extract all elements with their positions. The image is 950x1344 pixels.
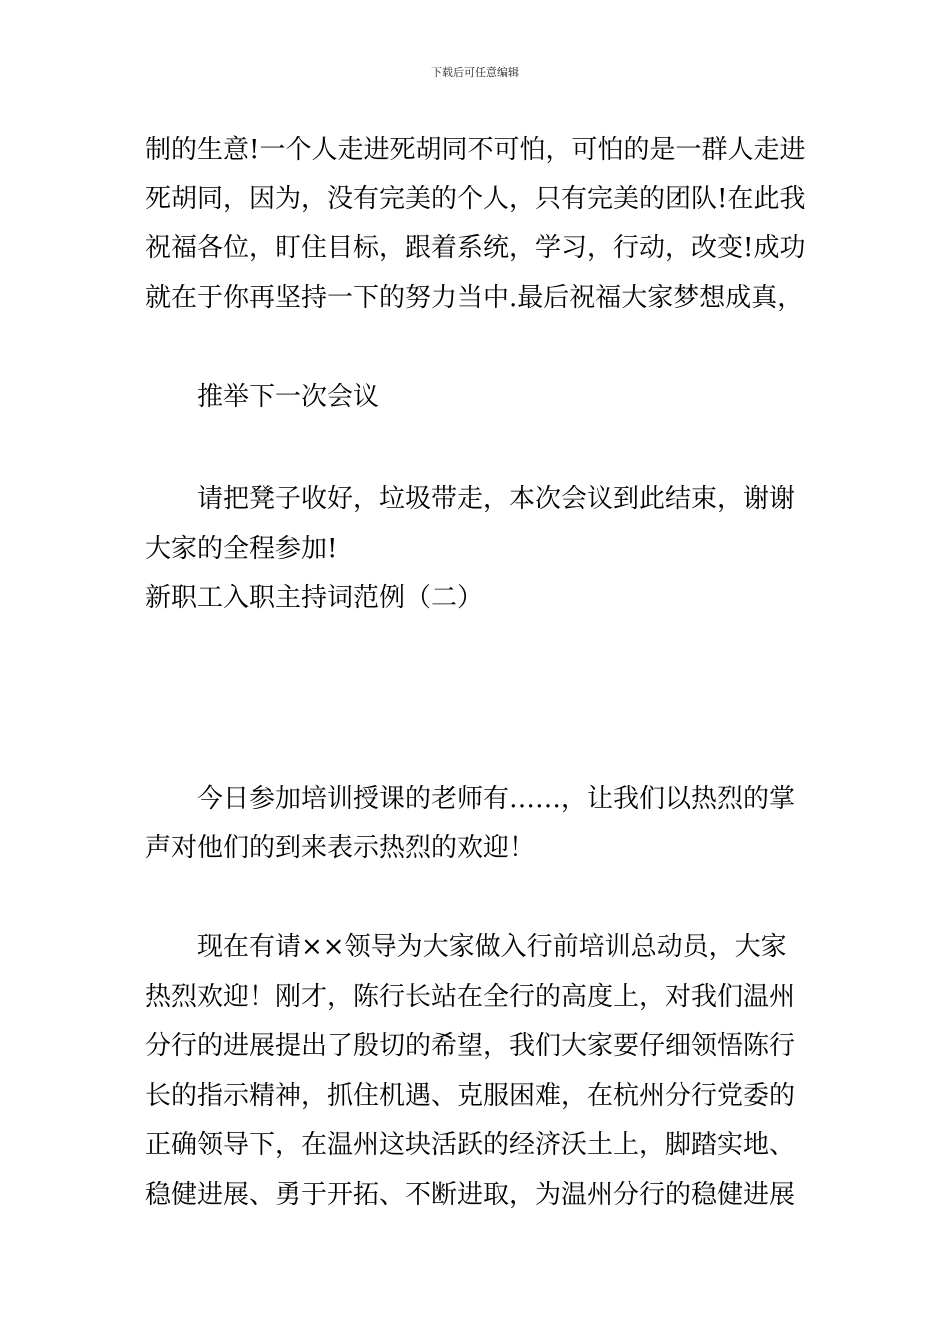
body-line: 祝福各位，盯住目标，跟着系统，学习，行动，改变!成功	[145, 233, 806, 263]
body-line: 分行的进展提出了殷切的希望，我们大家要仔细领悟陈行	[145, 1031, 796, 1061]
body-line: 稳健进展、勇于开拓、不断进取，为温州分行的稳健进展	[145, 1180, 796, 1210]
body-line: 长的指示精神，抓住机遇、克服困难，在杭州分行党委的	[145, 1081, 796, 1111]
body-line: 就在于你再坚持一下的努力当中.最后祝福大家梦想成真，	[145, 283, 804, 313]
body-line: 正确领导下，在温州这块活跃的经济沃土上，脚踏实地、	[145, 1130, 796, 1160]
paragraph-heading: 推举下一次会议	[197, 382, 380, 412]
body-line: 死胡同，因为，没有完美的个人，只有完美的团队!在此我	[145, 184, 806, 214]
body-line: 今日参加培训授课的老师有……，让我们以热烈的掌	[197, 784, 796, 814]
page-header: 下载后可任意编辑	[431, 66, 519, 79]
body-line: 请把凳子收好，垃圾带走，本次会议到此结束，谢谢	[197, 484, 796, 514]
body-line: 现在有请××领导为大家做入行前培训总动员，大家	[197, 932, 787, 962]
section-title: 新职工入职主持词范例（二）	[145, 583, 484, 613]
body-line: 热烈欢迎！刚才，陈行长站在全行的高度上，对我们温州	[145, 982, 796, 1012]
body-line: 制的生意!一个人走进死胡同不可怕，可怕的是一群人走进	[145, 135, 806, 165]
body-line: 声对他们的到来表示热烈的欢迎！	[145, 833, 536, 863]
body-line: 大家的全程参加!	[145, 534, 338, 564]
